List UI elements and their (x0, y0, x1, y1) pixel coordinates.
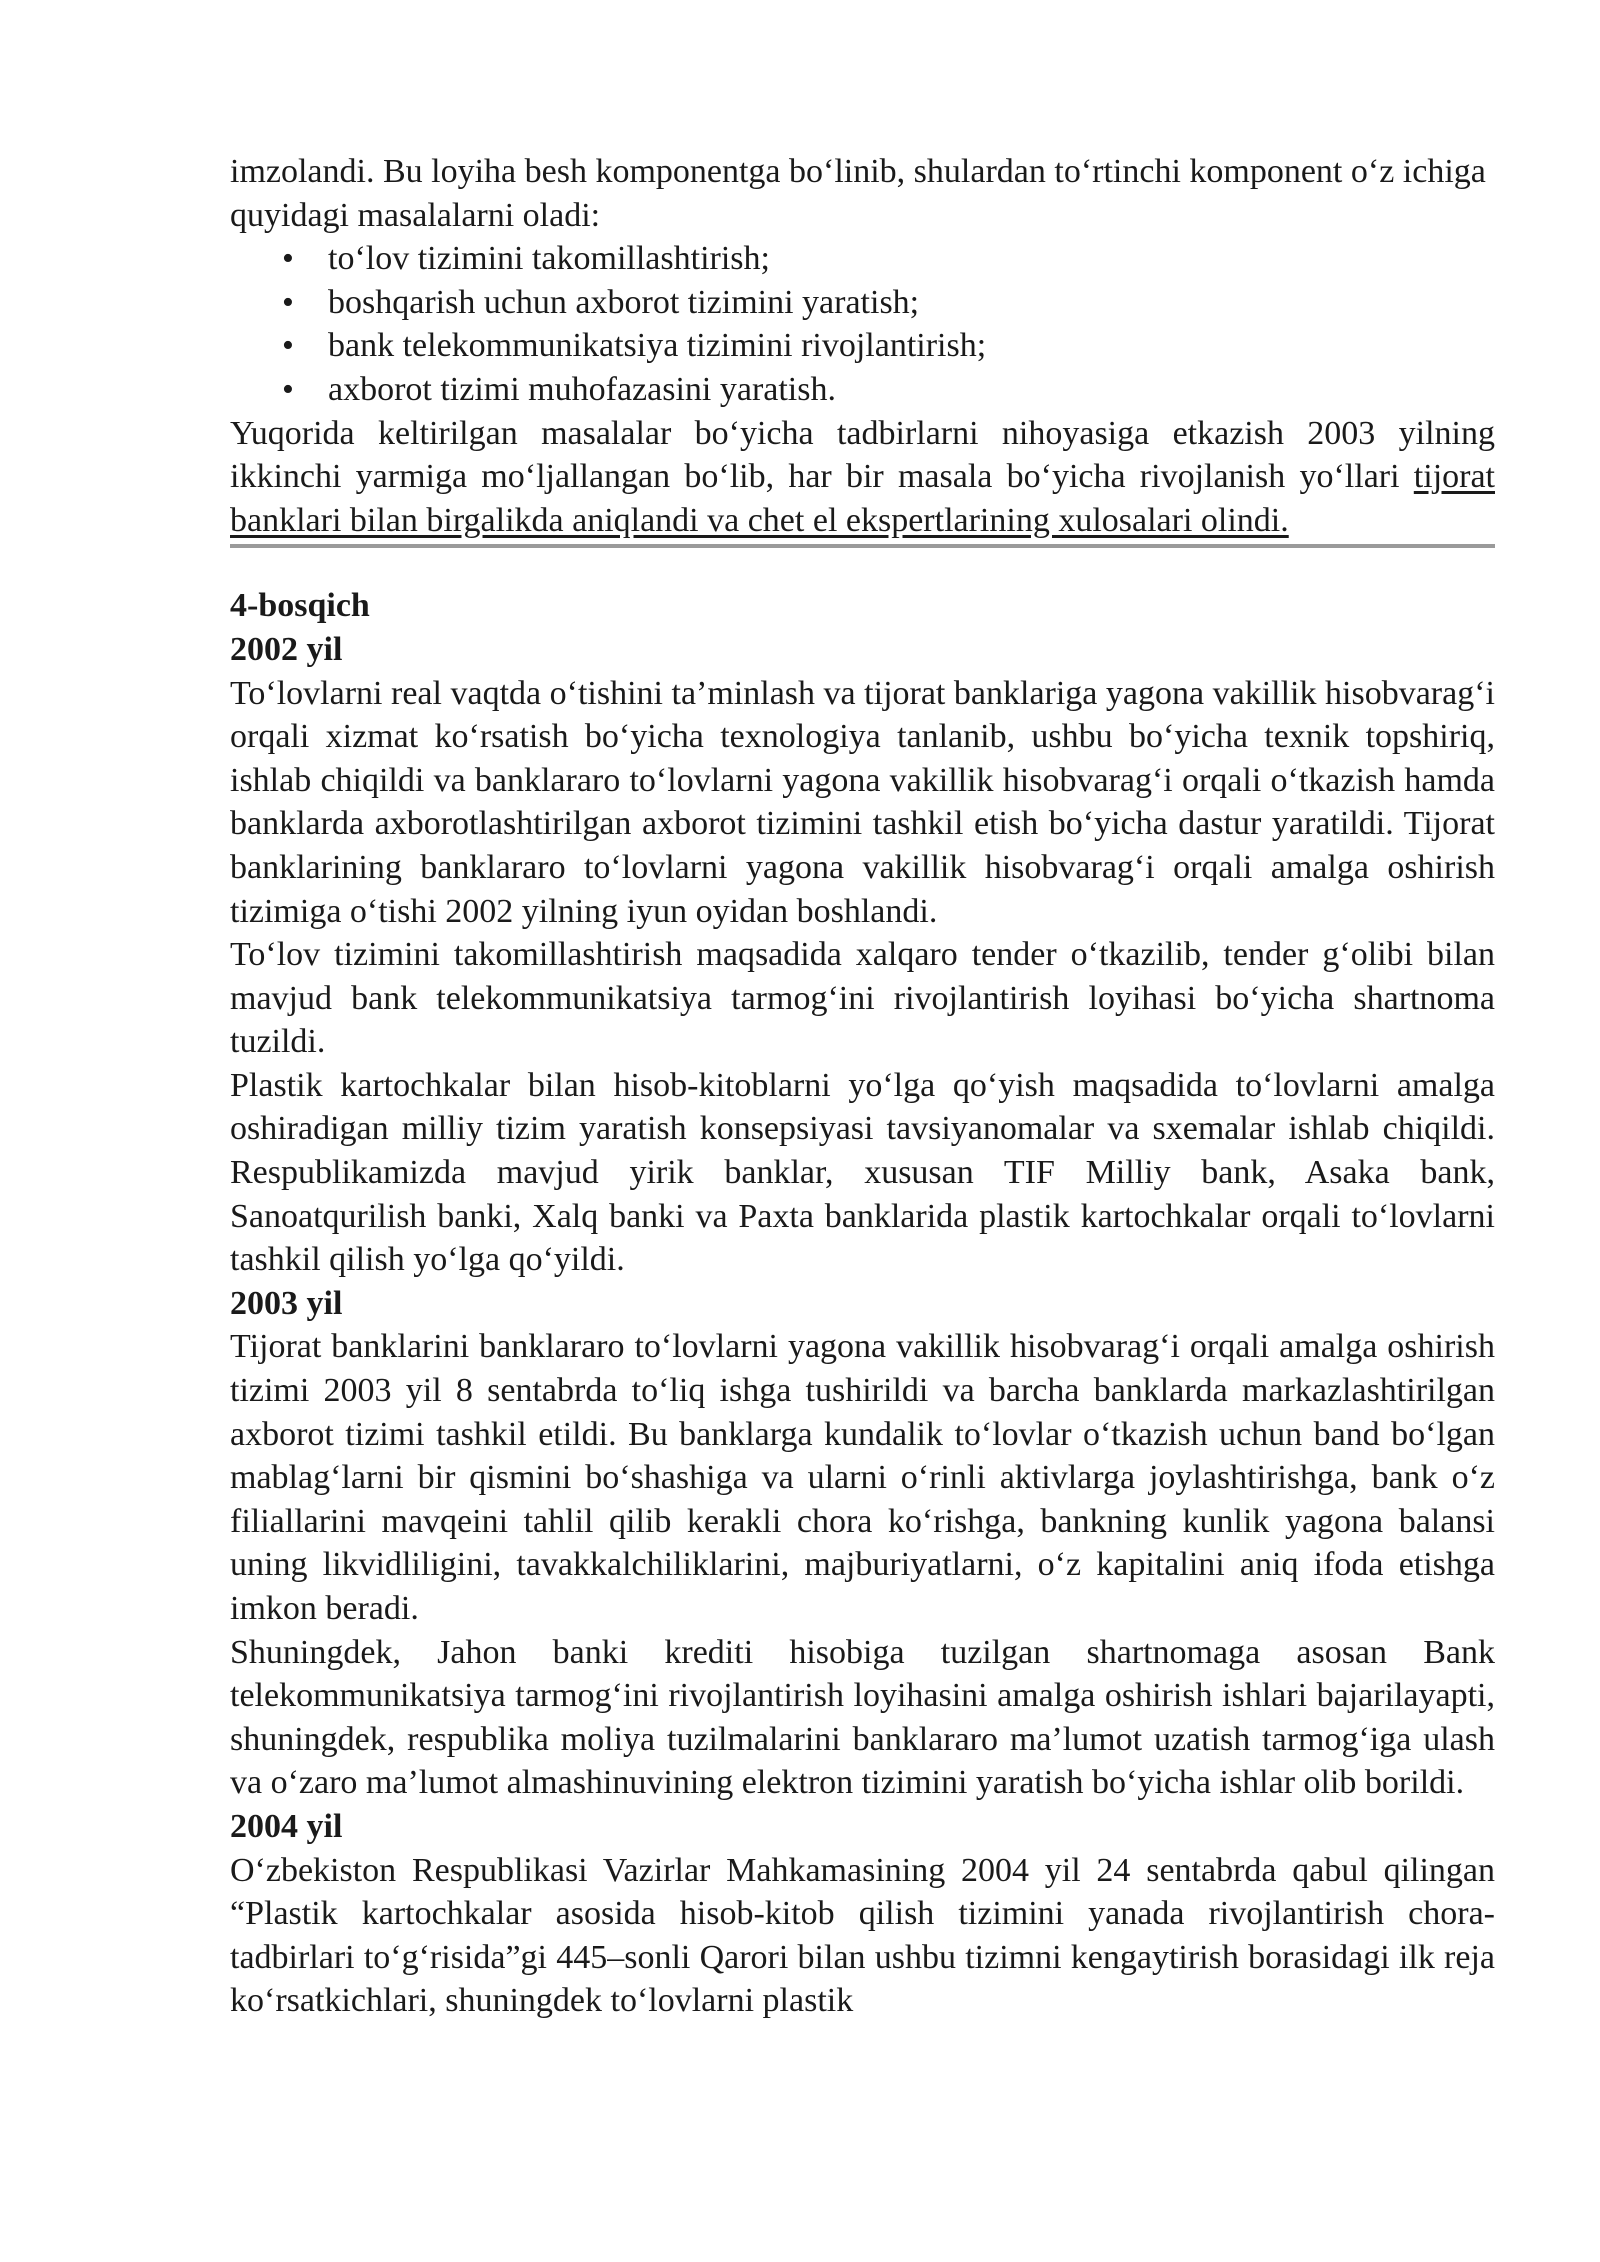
list-item: • to‘lov tizimini takomillashtirish; (230, 237, 1495, 281)
bullet-icon: • (282, 327, 294, 365)
paragraph: To‘lov tizimini takomillashtirish maqsadida xalqaro tender o‘tkazilib, tender g‘olibi bilan mavjud bank telekommunikatsiya tarmog‘ini rivojlantirish loyihasi bo‘yicha shartnoma tuzildi. (230, 936, 1495, 1061)
intro-paragraph: imzolandi. Bu loyiha besh komponentga bo‘linib, shulardan to‘rtinchi komponent o‘z ichiga quyidagi masalalarni oladi: (230, 153, 1486, 234)
bullet-icon: • (282, 283, 294, 321)
bullet-icon: • (282, 370, 294, 408)
paragraph: Plastik kartochkalar bilan hisob-kitoblarni yo‘lga qo‘yish maqsadida to‘lovlarni amalga oshiradigan milliy tizim yaratish konsepsiyasi tavsiyanomalar va sxemalar ishlab chiqildi. Respublikamizda mavjud yirik banklar, xususan TIF Milliy bank, Asaka bank, Sanoatqurilish banki, Xalq banki va Paxta banklarida plastik kartochkalar orqali to‘lovlarni tashkil qilish yo‘lga qo‘yildi. (230, 1066, 1495, 1279)
year-heading-2003: 2003 yil (230, 1284, 343, 1322)
list-item: • bank telekommunikatsiya tizimini rivojlantirish; (230, 324, 1495, 368)
list-item: • axborot tizimi muhofazasini yaratish. (230, 368, 1495, 412)
list-item: • boshqarish uchun axborot tizimini yaratish; (230, 281, 1495, 325)
underlined-text: tijorat banklari bilan birgalikda aniqlandi va chet el ekspertlarining xulosalari olindi. (230, 458, 1495, 539)
bullet-icon: • (282, 240, 294, 278)
year-heading-2002: 2002 yil (230, 630, 343, 668)
document-page (230, 150, 1495, 2023)
paragraph: O‘zbekiston Respublikasi Vazirlar Mahkamasining 2004 yil 24 sentabrda qabul qilingan “Plastik kartochkalar asosida hisob-kitob qilish tizimini yanada rivojlantirish chora-tadbirlari to‘g‘risida”gi 445–sonli Qarori bilan ushbu tizimni kengaytirish borasidagi ilk reja ko‘rsatkichlari, shuningdek to‘lovlarni plastik (230, 1851, 1495, 2020)
paragraph: To‘lovlarni real vaqtda o‘tishini ta’minlash va tijorat banklariga yagona vakillik hisobvarag‘i orqali xizmat ko‘rsatish bo‘yicha texnologiya tanlanib, ushbu bo‘yicha texnik topshiriq, ishlab chiqildi va banklararo to‘lovlarni yagona vakillik hisobvarag‘i orqali o‘tkazish hamda banklarda axborotlashtirilgan axborot tizimini tashkil etish bo‘yicha dastur yaratildi. Tijorat banklarining banklararo to‘lovlarni yagona vakillik hisobvarag‘i orqali amalga oshirish tizimiga o‘tishi 2002 yilning iyun oyidan boshlandi. (230, 674, 1495, 930)
paragraph: Shuningdek, Jahon banki krediti hisobiga tuzilgan shartnomaga asosan Bank telekommunikatsiya tarmog‘ini rivojlantirish loyihasini amalga oshirish ishlari bajarilayapti, shuningdek, respublika moliya tuzilmalarini banklararo ma’lumot uzatish tarmog‘iga ulash va o‘zaro ma’lumot almashinuvining elektron tizimini yaratish bo‘yicha ishlar olib borildi. (230, 1633, 1495, 1802)
stage-heading: 4-bosqich (230, 587, 370, 625)
paragraph: Tijorat banklarini banklararo to‘lovlarni yagona vakillik hisobvarag‘i orqali amalga oshirish tizimi 2003 yil 8 sentabrda to‘liq ishga tushirildi va barcha banklarda markazlashtirilgan axborot tizimi tashkil etildi. Bu banklarga kundalik to‘lovlar o‘tkazish uchun band bo‘lgan mablag‘larni bir qismini bo‘shashiga va ularni o‘rinli aktivlarga joylashtirishga, bank o‘z filiallarini mavqeini tahlil qilib kerakli chora ko‘rishga, bankning kunlik yagona balansi uning likvidliligini, tavakkalchiliklarini, majburiyatlarni, o‘z kapitalini aniq ifoda etishga imkon beradi. (230, 1328, 1495, 1627)
section-divider (230, 544, 1495, 548)
year-heading-2004: 2004 yil (230, 1807, 343, 1845)
task-list (230, 237, 1495, 411)
summary-paragraph: Yuqorida keltirilgan masalalar bo‘yicha tadbirlarni nihoyasiga etkazish 2003 yilning ikkinchi yarmiga mo‘ljallangan bo‘lib, har bir masala bo‘yicha rivojlanish yo‘llari tijorat banklari bilan birgalikda aniqlandi va chet el ekspertlarining xulosalari olindi. (230, 414, 1495, 539)
